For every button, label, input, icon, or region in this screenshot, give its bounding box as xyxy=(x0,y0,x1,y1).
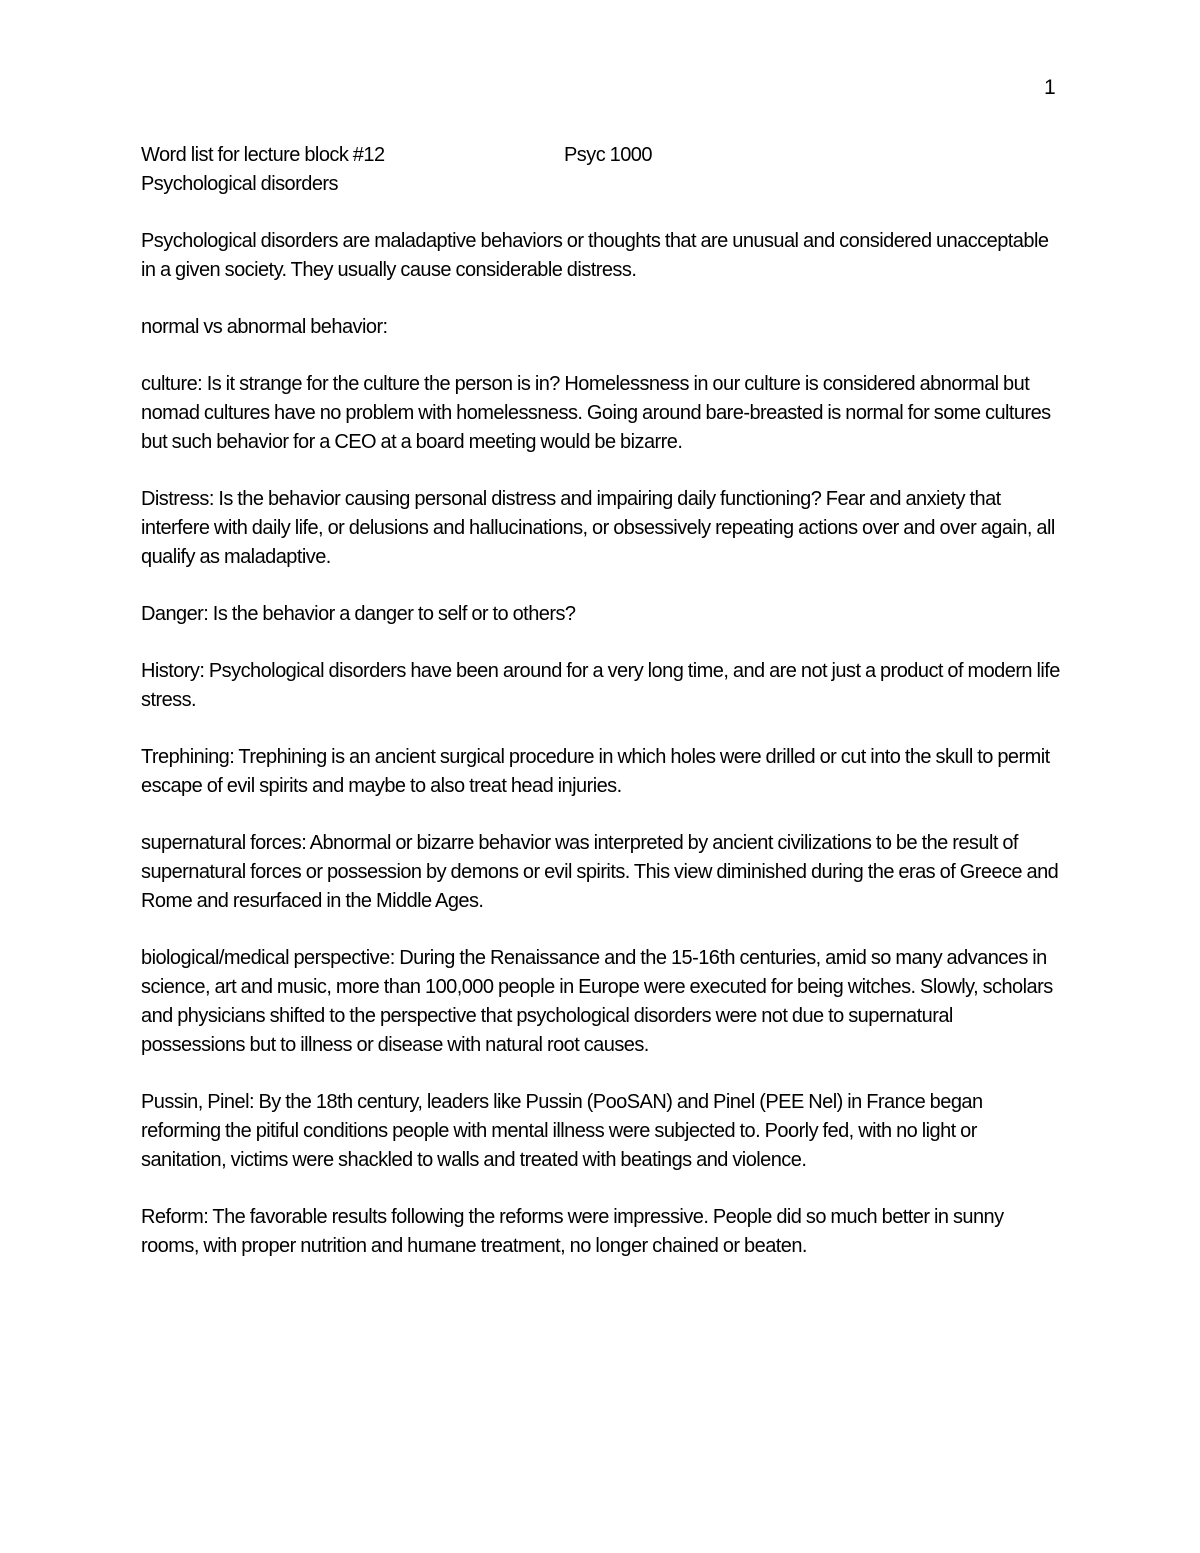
entry-trephining: Trephining: Trephining is an ancient surgical procedure in which holes were drilled or cut into the skull to permit escape of evil spirits and maybe to also treat head injuries. xyxy=(141,746,1050,797)
entry-danger: Danger: Is the behavior a danger to self or to others? xyxy=(141,603,576,625)
entry-pussin-pinel: Pussin, Pinel: By the 18th century, leaders like Pussin (PooSAN) and Pinel (PEE Nel) in France began reforming the pitiful conditions people with mental illness were subjected to. Poorly fed, with no light or sanitation, victims were shackled to walls and treated with beatings and violence. xyxy=(141,1091,983,1171)
course-code: Psyc 1000 xyxy=(564,144,652,166)
entry-distress: Distress: Is the behavior causing personal distress and impairing daily functioning? Fear and anxiety that interfere with daily life, or delusions and hallucinations, or obsessively repeating actions over and over again, all qualify as maladaptive. xyxy=(141,488,1055,568)
entry-history: History: Psychological disorders have been around for a very long time, and are not just a product of modern life stress. xyxy=(141,660,1060,711)
entry-biological-medical: biological/medical perspective: During the Renaissance and the 15-16th centuries, amid so many advances in science, art and music, more than 100,000 people in Europe were executed for being witches. Slowly, scholars and physicians shifted to the perspective that psychological disorders were not due to supernatural possessions but to illness or disease with natural root causes. xyxy=(141,947,1053,1056)
document-header xyxy=(141,141,1061,170)
entry-normal-vs-abnormal: normal vs abnormal behavior: xyxy=(141,316,388,338)
document-title: Word list for lecture block #12 xyxy=(141,144,385,166)
entry-culture: culture: Is it strange for the culture the person is in? Homelessness in our culture is considered abnormal but nomad cultures have no problem with homelessness. Going around bare-breasted is normal for some cultures but such behavior for a CEO at a board meeting would be bizarre. xyxy=(141,373,1051,453)
document-subtitle: Psychological disorders xyxy=(141,173,338,195)
document-body xyxy=(141,141,1061,1261)
page-number: 1 xyxy=(1044,76,1056,99)
entry-reform: Reform: The favorable results following the reforms were impressive. People did so much better in sunny rooms, with proper nutrition and humane treatment, no longer chained or beaten. xyxy=(141,1206,1004,1257)
entry-supernatural-forces: supernatural forces: Abnormal or bizarre behavior was interpreted by ancient civilizations to be the result of supernatural forces or possession by demons or evil spirits. This view diminished during the eras of Greece and Rome and resurfaced in the Middle Ages. xyxy=(141,832,1059,912)
intro-paragraph: Psychological disorders are maladaptive behaviors or thoughts that are unusual and considered unacceptable in a given society. They usually cause considerable distress. xyxy=(141,230,1049,281)
